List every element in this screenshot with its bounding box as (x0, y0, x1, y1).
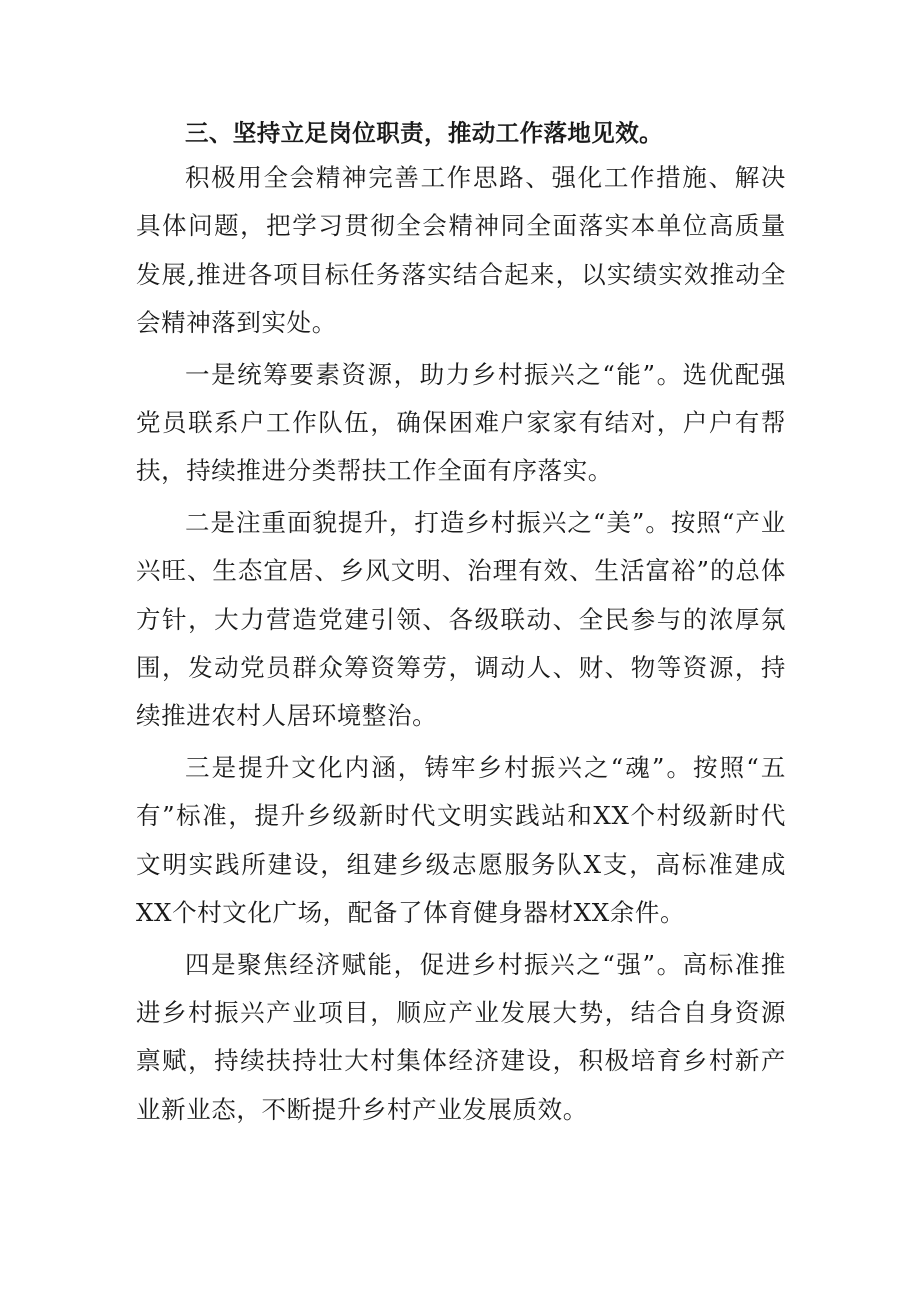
paragraph-item-1: 一是统筹要素资源，助力乡村振兴之“能”。选优配强党员联系户工作队伍，确保困难户家家有结对，户户有帮扶，持续推进分类帮扶工作全面有序落实。 (136, 359, 786, 486)
paragraph-item-4: 四是聚焦经济赋能，促进乡村振兴之“强”。高标准推进乡村振兴产业项目，顺应产业发展大势，结合自身资源禀赋，持续扶持壮大村集体经济建设，积极培育乡村新产业新业态，不断提升乡村产业发展质效。 (136, 949, 786, 1124)
paragraph-item-2: 二是注重面貌提升，打造乡村振兴之“美”。按照“产业兴旺、生态宜居、乡风文明、治理有效、生活富裕”的总体方针，大力营造党建引领、各级联动、全民参与的浓厚氛围，发动党员群众筹资筹劳，调动人、财、物等资源，持续推进农村人居环境整治。 (136, 507, 786, 731)
paragraph-item-3: 三是提升文化内涵，铸牢乡村振兴之“魂”。按照“五有”标准，提升乡级新时代文明实践站和XX个村级新时代文明实践所建设，组建乡级志愿服务队X支，高标准建成XX个村文化广场，配备了体育健身器材XX余件。 (136, 752, 786, 928)
section-heading: 三、坚持立足岗位职责，推动工作落地见效。 (185, 119, 663, 147)
paragraph-intro: 积极用全会精神完善工作思路、强化工作措施、解决具体问题，把学习贯彻全会精神同全面落实本单位高质量发展,推进各项目标任务落实结合起来，以实绩实效推动全会精神落到实处。 (136, 163, 786, 338)
document-body (136, 112, 786, 1134)
